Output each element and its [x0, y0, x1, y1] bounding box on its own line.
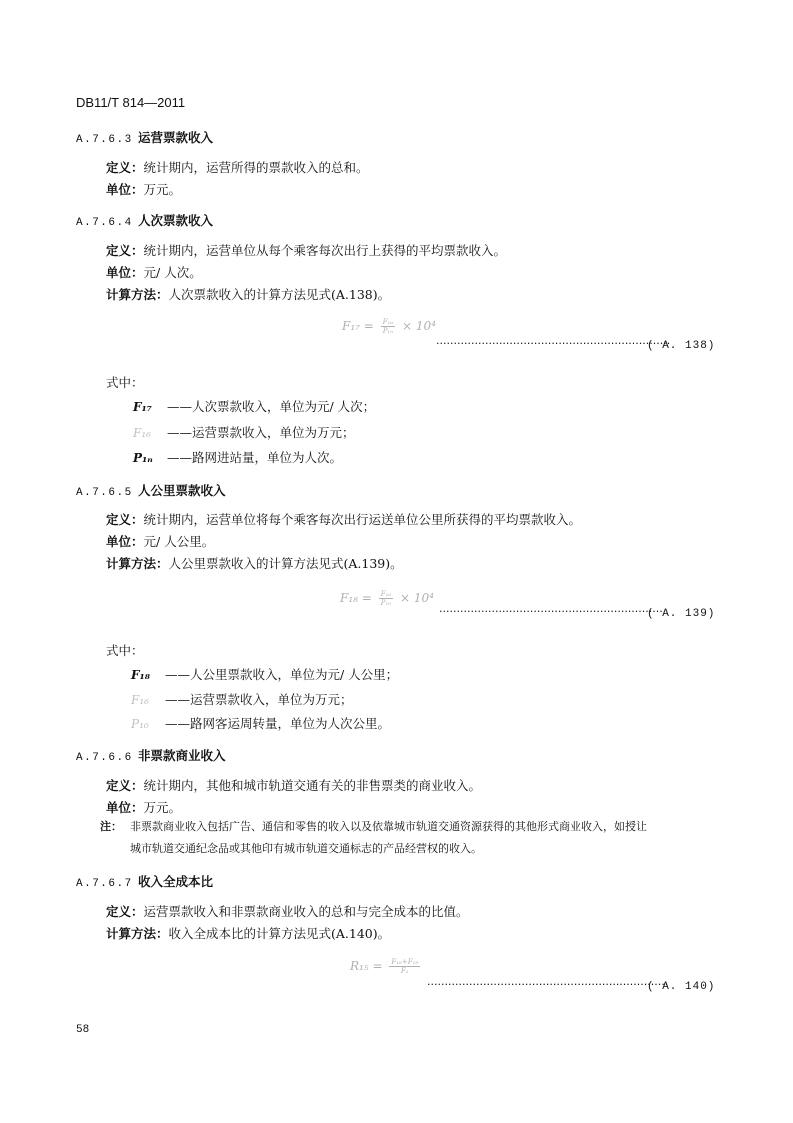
- leader-dots: ·····································································: [427, 978, 669, 991]
- variable-symbol: F₁₈: [131, 668, 151, 682]
- variable-symbol: F₁₆: [133, 426, 151, 440]
- variable-symbol: F₁₇: [133, 400, 153, 414]
- equation-number: ( A. 138): [647, 340, 716, 352]
- variable-line: [131, 690, 353, 708]
- definition-text: 统计期内，运营单位从每个乘客每次出行上获得的平均票款收入。: [143, 243, 507, 258]
- formula-denominator: P₁ₙ: [382, 327, 394, 335]
- method-text: 收入全成本比的计算方法见式(A.140)。: [168, 926, 391, 941]
- definition-label: 定义：: [106, 160, 144, 175]
- formula-lhs: F₁₇ =: [342, 319, 374, 333]
- formula-numerator: F₁₆: [380, 590, 392, 598]
- equation-number: ( A. 140): [647, 981, 716, 993]
- unit-text: 万元。: [143, 182, 182, 197]
- variable-description: ——路网客运周转量，单位为人次公里。: [165, 716, 391, 731]
- unit-label: 单位：: [106, 265, 144, 280]
- section-heading: [76, 481, 226, 499]
- section-number: A.7.6.5: [76, 487, 133, 499]
- where-label: 式中：: [106, 643, 144, 658]
- variable-line: [133, 397, 375, 415]
- note-label: 注：: [100, 820, 122, 833]
- leader-dots: ···································································: [436, 337, 671, 350]
- definition-line: [106, 241, 506, 259]
- section-heading: [76, 211, 213, 229]
- formula-numerator: F₁₆+F₁₉: [391, 958, 419, 966]
- unit-label: 单位：: [106, 800, 144, 815]
- variable-line: [133, 448, 342, 466]
- method-label: 计算方法：: [106, 287, 169, 302]
- section-title: 运营票款收入: [138, 130, 214, 145]
- variable-description: ——运营票款收入，单位为万元；: [167, 425, 355, 440]
- formula-denominator: P₁₀: [380, 599, 392, 607]
- unit-text: 元/ 人次。: [143, 265, 202, 280]
- formula-a140: [350, 958, 423, 975]
- method-text: 人次票款收入的计算方法见式(A.138)。: [168, 287, 391, 302]
- unit-line: [106, 532, 214, 550]
- definition-line: [106, 902, 469, 920]
- note-line-2: 城市轨道交通纪念品或其他印有城市轨道交通标志的产品经营权的收入。: [130, 842, 482, 855]
- section-heading: [76, 872, 213, 890]
- variable-description: ——运营票款收入，单位为万元；: [165, 692, 353, 707]
- leader-dots: ································································: [439, 605, 663, 618]
- variable-line: [131, 714, 390, 732]
- equation-number: ( A. 139): [647, 608, 716, 620]
- variable-symbol: F₁₆: [131, 693, 149, 707]
- document-code: DB11/T 814—2011: [76, 95, 186, 110]
- definition-line: [106, 158, 369, 176]
- formula-numerator: F₁₆: [382, 318, 394, 326]
- unit-line: [106, 263, 202, 281]
- formula-tail: × 10⁴: [401, 319, 436, 333]
- definition-label: 定义：: [106, 904, 144, 919]
- method-line: [106, 285, 390, 303]
- formula-tail: × 10⁴: [399, 591, 434, 605]
- formula-a138: [342, 318, 436, 335]
- formula-fraction: [389, 958, 420, 975]
- note-text: 非票款商业收入包括广告、通信和零售的收入以及依靠城市轨道交通资源获得的其他形式商业收入，如授让: [130, 820, 647, 833]
- formula-denominator: F₂: [400, 967, 409, 975]
- variable-description: ——路网进站量，单位为人次。: [167, 450, 343, 465]
- section-title: 人次票款收入: [138, 213, 214, 228]
- page-number: 58: [76, 1024, 90, 1036]
- unit-text: 万元。: [143, 800, 182, 815]
- variable-description: ——人公里票款收入，单位为元/ 人公里；: [165, 667, 399, 682]
- where-label: 式中：: [106, 375, 144, 390]
- variable-line: [133, 423, 355, 441]
- section-heading: [76, 128, 213, 146]
- section-number: A.7.6.4: [76, 217, 133, 229]
- unit-line: [106, 180, 181, 198]
- definition-text: 统计期内，运营单位将每个乘客每次出行运送单位公里所获得的平均票款收入。: [143, 512, 582, 527]
- method-label: 计算方法：: [106, 556, 169, 571]
- definition-text: 统计期内，其他和城市轨道交通有关的非售票类的商业收入。: [143, 778, 482, 793]
- definition-label: 定义：: [106, 243, 144, 258]
- variable-symbol: P₁₀: [131, 717, 149, 731]
- unit-label: 单位：: [106, 534, 144, 549]
- definition-line: [106, 776, 481, 794]
- section-number: A.7.6.6: [76, 752, 133, 764]
- definition-text: 统计期内，运营所得的票款收入的总和。: [143, 160, 369, 175]
- section-title: 收入全成本比: [138, 874, 214, 889]
- variable-description: ——人次票款收入，单位为元/ 人次；: [167, 399, 376, 414]
- formula-lhs: R₁₅ =: [350, 959, 383, 973]
- formula-fraction: [379, 590, 393, 607]
- method-label: 计算方法：: [106, 926, 169, 941]
- note-line-1: [100, 818, 647, 836]
- section-heading: [76, 746, 226, 764]
- section-title: 人公里票款收入: [138, 483, 226, 498]
- section-title: 非票款商业收入: [138, 748, 226, 763]
- definition-line: [106, 510, 581, 528]
- formula-a139: [340, 590, 434, 607]
- variable-line: [131, 665, 398, 683]
- section-number: A.7.6.7: [76, 878, 133, 890]
- variable-symbol: P₁ₙ: [133, 451, 153, 465]
- definition-label: 定义：: [106, 512, 144, 527]
- unit-line: [106, 798, 181, 816]
- definition-label: 定义：: [106, 778, 144, 793]
- formula-fraction: [381, 318, 395, 335]
- method-line: [106, 554, 403, 572]
- unit-text: 元/ 人公里。: [143, 534, 215, 549]
- method-text: 人公里票款收入的计算方法见式(A.139)。: [168, 556, 403, 571]
- definition-text: 运营票款收入和非票款商业收入的总和与完全成本的比值。: [143, 904, 469, 919]
- method-line: [106, 924, 390, 942]
- unit-label: 单位：: [106, 182, 144, 197]
- section-number: A.7.6.3: [76, 134, 133, 146]
- formula-lhs: F₁₈ =: [340, 591, 372, 605]
